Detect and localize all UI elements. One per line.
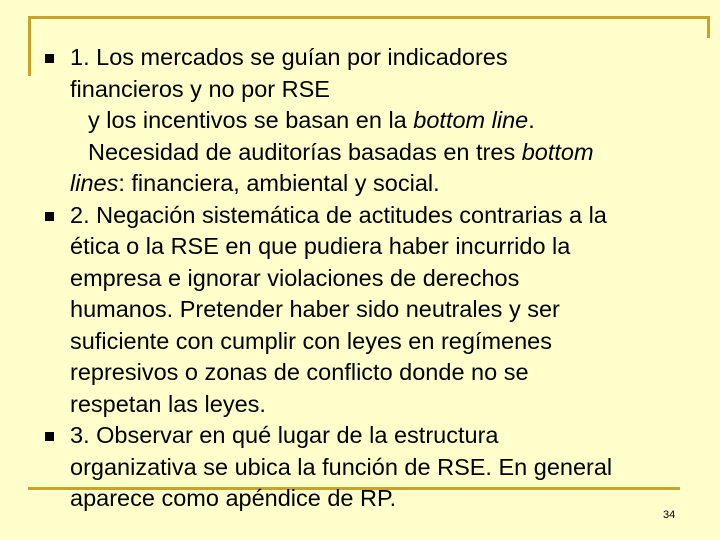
text-line: aparece como apéndice de RP.	[70, 485, 397, 511]
text-line: organizativa se ubica la función de RSE. En general	[70, 453, 613, 480]
text-line: represivos o zonas de conflicto donde no se	[70, 359, 529, 385]
text-line: Necesidad de auditorías basadas en tres bottom	[88, 138, 594, 165]
square-bullet-icon	[45, 54, 54, 63]
frame-right-line	[707, 16, 710, 38]
frame-left-line	[28, 16, 31, 76]
square-bullet-icon	[45, 432, 54, 441]
text-line: 1. Los mercados se guían por indicadores	[70, 44, 508, 70]
bullet-item-2	[40, 200, 680, 421]
text-line: y los incentivos se basan en la bottom line.	[88, 107, 535, 133]
text-line: respetan las leyes.	[70, 390, 266, 417]
square-bullet-icon	[45, 212, 54, 221]
text-line: financieros y no por RSE	[70, 75, 330, 102]
text-line: humanos. Pretender haber sido neutrales y ser	[70, 296, 560, 322]
emphasis-text: lines	[70, 170, 119, 196]
text-line: 3. Observar en qué lugar de la estructura	[70, 422, 499, 448]
text-line: lines: financiera, ambiental y social.	[70, 170, 440, 196]
emphasis-text: bottom	[521, 138, 594, 165]
text-line: empresa e ignorar violaciones de derechos	[70, 264, 520, 291]
bullet-list	[40, 42, 680, 515]
text-line: 2. Negación sistemática de actitudes contrarias a la	[70, 201, 607, 228]
text-line: suficiente con cumplir con leyes en regímenes	[70, 327, 552, 354]
frame-top-line	[28, 16, 710, 19]
page-number: 34	[663, 509, 676, 521]
emphasis-text: bottom line	[413, 107, 529, 133]
bullet-item-1	[40, 42, 680, 200]
bullet-item-3	[40, 420, 680, 515]
text-line: ética o la RSE en que pudiera haber incurrido la	[70, 233, 571, 259]
